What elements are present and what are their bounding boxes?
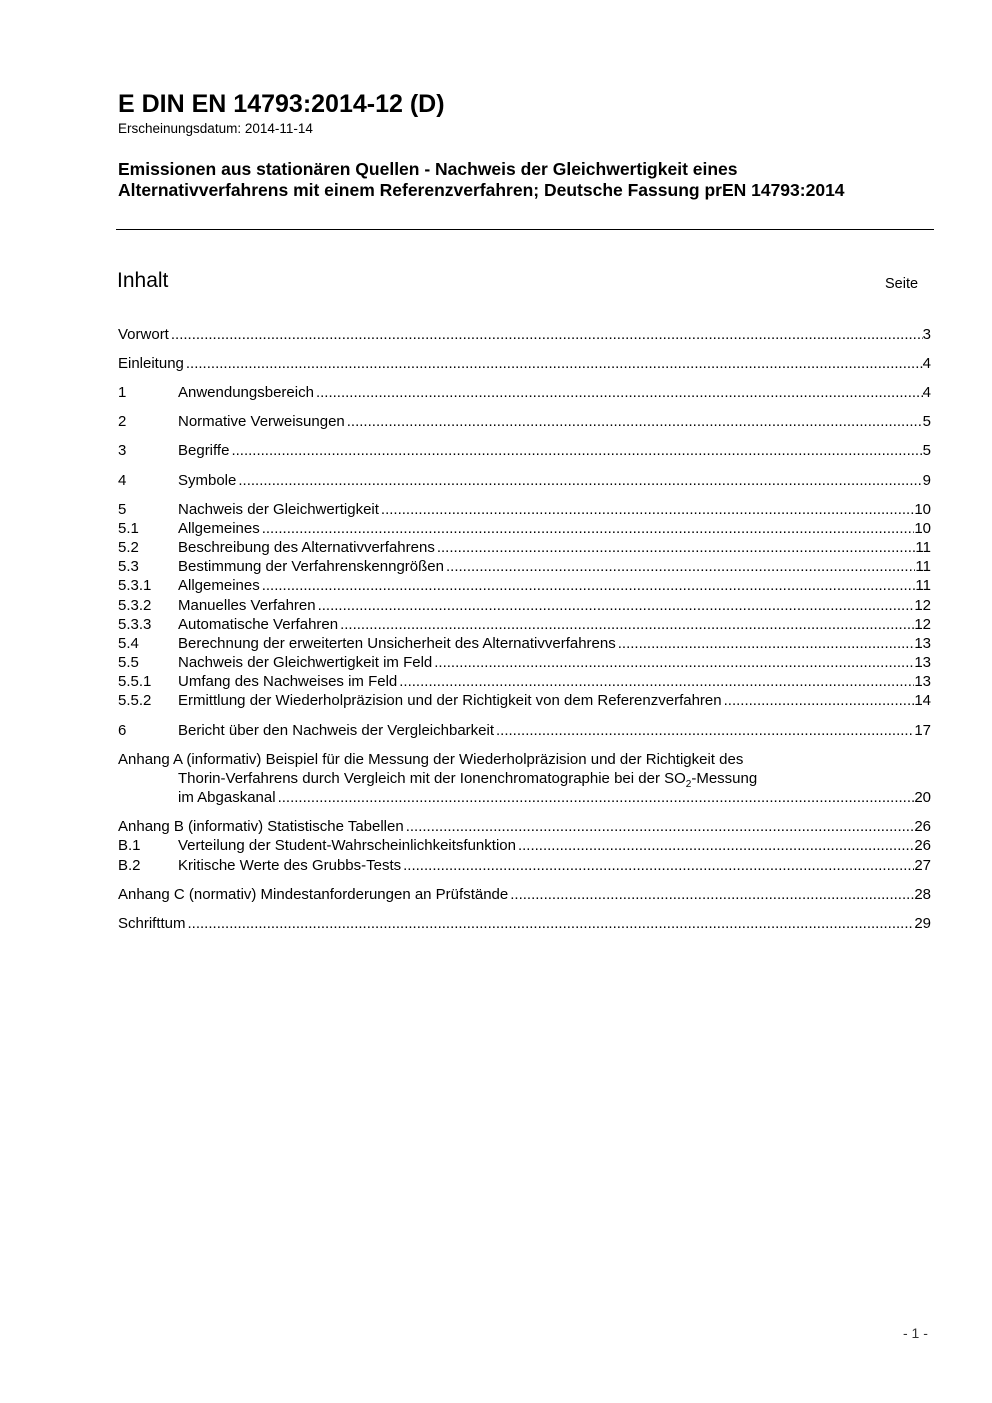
toc-schrifttum[interactable] (118, 914, 931, 933)
toc-entry-page: 3 (922, 326, 931, 343)
toc-entry-number: B.2 (118, 857, 141, 874)
page-number: - 1 - (903, 1325, 928, 1341)
toc-entry-number: 5.3.2 (118, 597, 152, 614)
toc-entry-title: Beschreibung des Alternativverfahrens (178, 539, 435, 556)
toc-annex-c[interactable] (118, 885, 931, 904)
toc-entry-title: Kritische Werte des Grubbs-Tests (178, 857, 402, 874)
toc-entry[interactable] (118, 500, 931, 519)
toc-annex-a-heading: Anhang A (informativ) Beispiel für die Messung der Wiederholpräzision und der Richtigkeit des (118, 751, 744, 768)
toc-entry-number: 5.1 (118, 520, 139, 537)
toc-entry[interactable] (118, 836, 931, 855)
toc-entry-einleitung[interactable] (118, 354, 931, 373)
toc-entry-number: 1 (118, 384, 127, 401)
toc-entry[interactable] (118, 856, 931, 875)
toc-entry-title: Verteilung der Student-Wahrscheinlichkeitsfunktion (178, 837, 516, 854)
toc-entry-title: Begriffe (178, 442, 230, 459)
toc-entry-page: 4 (922, 384, 931, 401)
toc-entry-number: 5.3.1 (118, 577, 152, 594)
toc-entry[interactable] (118, 471, 931, 490)
toc-entry-page: 12 (914, 597, 931, 614)
toc-entry-page: 20 (914, 789, 931, 806)
toc-entry[interactable] (118, 653, 931, 672)
toc-entry[interactable] (118, 672, 931, 691)
toc-annex-a-text: Thorin-Verfahrens durch Vergleich mit der Ionenchromatographie bei der $SO_2$-Messung (178, 770, 758, 790)
toc-entry-title: Anwendungsbereich (178, 384, 314, 401)
toc-entry[interactable] (118, 691, 931, 710)
toc-entry[interactable] (118, 557, 931, 576)
toc-entry-title: Ermittlung der Wiederholpräzision und der Richtigkeit von dem Referenzverfahren (178, 692, 722, 709)
document-number: E DIN EN 14793:2014-12 (D) (118, 90, 445, 118)
toc-entry-page: 13 (914, 654, 931, 671)
toc-entry[interactable] (118, 615, 931, 634)
toc-entry-page: 11 (915, 577, 931, 594)
toc-entry-page: 29 (914, 915, 931, 932)
toc-entry-page: 28 (914, 886, 931, 903)
toc-entry-vorwort[interactable] (118, 325, 931, 344)
toc-annex-a-line2[interactable] (118, 769, 931, 788)
toc-entry-number: 5.5 (118, 654, 139, 671)
toc-entry-page: 26 (914, 818, 931, 835)
toc-entry-page: 11 (915, 558, 931, 575)
toc-entry-page: 9 (922, 472, 931, 489)
toc-entry-page: 13 (914, 673, 931, 690)
toc-entry-title: Allgemeines (178, 520, 260, 537)
toc-entry-title: Bericht über den Nachweis der Vergleichbarkeit (178, 722, 495, 739)
toc-heading: Inhalt (117, 269, 169, 292)
toc-entry-title: Schrifttum (118, 915, 186, 932)
document-title: Emissionen aus stationären Quellen - Nachweis der Gleichwertigkeit eines Alternativverfahrens mit einem Referenzverfahren; Deutsche Fassung prEN 14793:2014 (118, 159, 845, 200)
title-rule (116, 229, 934, 230)
toc-entry-title: Bestimmung der Verfahrenskenngrößen (178, 558, 444, 575)
toc-entry-number: 4 (118, 472, 127, 489)
toc-entry[interactable] (118, 596, 931, 615)
toc-annex-a-line3[interactable] (118, 788, 931, 807)
toc-entry-title: Manuelles Verfahren (178, 597, 316, 614)
toc-entry[interactable] (118, 576, 931, 595)
toc-entry[interactable] (118, 634, 931, 653)
toc-entry[interactable] (118, 383, 931, 402)
toc-entry-number: 3 (118, 442, 127, 459)
toc-entry-title: Normative Verweisungen (178, 413, 345, 430)
toc-entry-page: 10 (914, 501, 931, 518)
toc-entry-page: 5 (922, 442, 931, 459)
toc-entry-title: Allgemeines (178, 577, 260, 594)
toc-entry[interactable] (118, 441, 931, 460)
toc-entry-page: 13 (914, 635, 931, 652)
toc-entry-page: 14 (914, 692, 931, 709)
toc-entry-number: 5 (118, 501, 127, 518)
toc-entry-page: 26 (914, 837, 931, 854)
toc-entry-number: 6 (118, 722, 127, 739)
toc-entry-number: 5.3.3 (118, 616, 152, 633)
toc-entry-number: 5.5.2 (118, 692, 152, 709)
toc-entry-title: Nachweis der Gleichwertigkeit (178, 501, 379, 518)
toc-entry-page: 10 (914, 520, 931, 537)
toc-entry-title: Umfang des Nachweises im Feld (178, 673, 398, 690)
toc-entry-title: Anhang B (informativ) Statistische Tabellen (118, 818, 404, 835)
toc-entry[interactable] (118, 412, 931, 431)
toc-entry-title: Vorwort (118, 326, 169, 343)
toc-entry-number: 2 (118, 413, 127, 430)
toc-entry-number: 5.5.1 (118, 673, 152, 690)
toc-annex-b[interactable] (118, 817, 931, 836)
toc-entry-title: Anhang C (normativ) Mindestanforderungen an Prüfstände (118, 886, 509, 903)
toc-entry[interactable] (118, 538, 931, 557)
toc-entry[interactable] (118, 519, 931, 538)
toc-entry-title: Einleitung (118, 355, 184, 372)
toc-entry-page: 5 (922, 413, 931, 430)
publication-date: Erscheinungsdatum: 2014-11-14 (118, 121, 313, 136)
toc-entry-page: 4 (922, 355, 931, 372)
toc-entry-page: 12 (914, 616, 931, 633)
toc-entry[interactable] (118, 721, 931, 740)
toc-entry-title: Symbole (178, 472, 237, 489)
toc-entry-title: Berechnung der erweiterten Unsicherheit des Alternativverfahrens (178, 635, 616, 652)
toc-entry-title: im Abgaskanal (178, 789, 276, 806)
toc-entry-number: B.1 (118, 837, 141, 854)
toc-entry-title: Nachweis der Gleichwertigkeit im Feld (178, 654, 433, 671)
toc-entry-number: 5.3 (118, 558, 139, 575)
toc-entry-number: 5.4 (118, 635, 139, 652)
toc-page-column-label: Seite (885, 276, 919, 292)
toc-entry-title: Automatische Verfahren (178, 616, 339, 633)
toc-entry-page: 11 (915, 539, 931, 556)
toc-entry-page: 27 (914, 857, 931, 874)
toc-annex-a-line1[interactable] (118, 750, 931, 769)
toc-entry-number: 5.2 (118, 539, 139, 556)
toc-entry-page: 17 (914, 722, 931, 739)
